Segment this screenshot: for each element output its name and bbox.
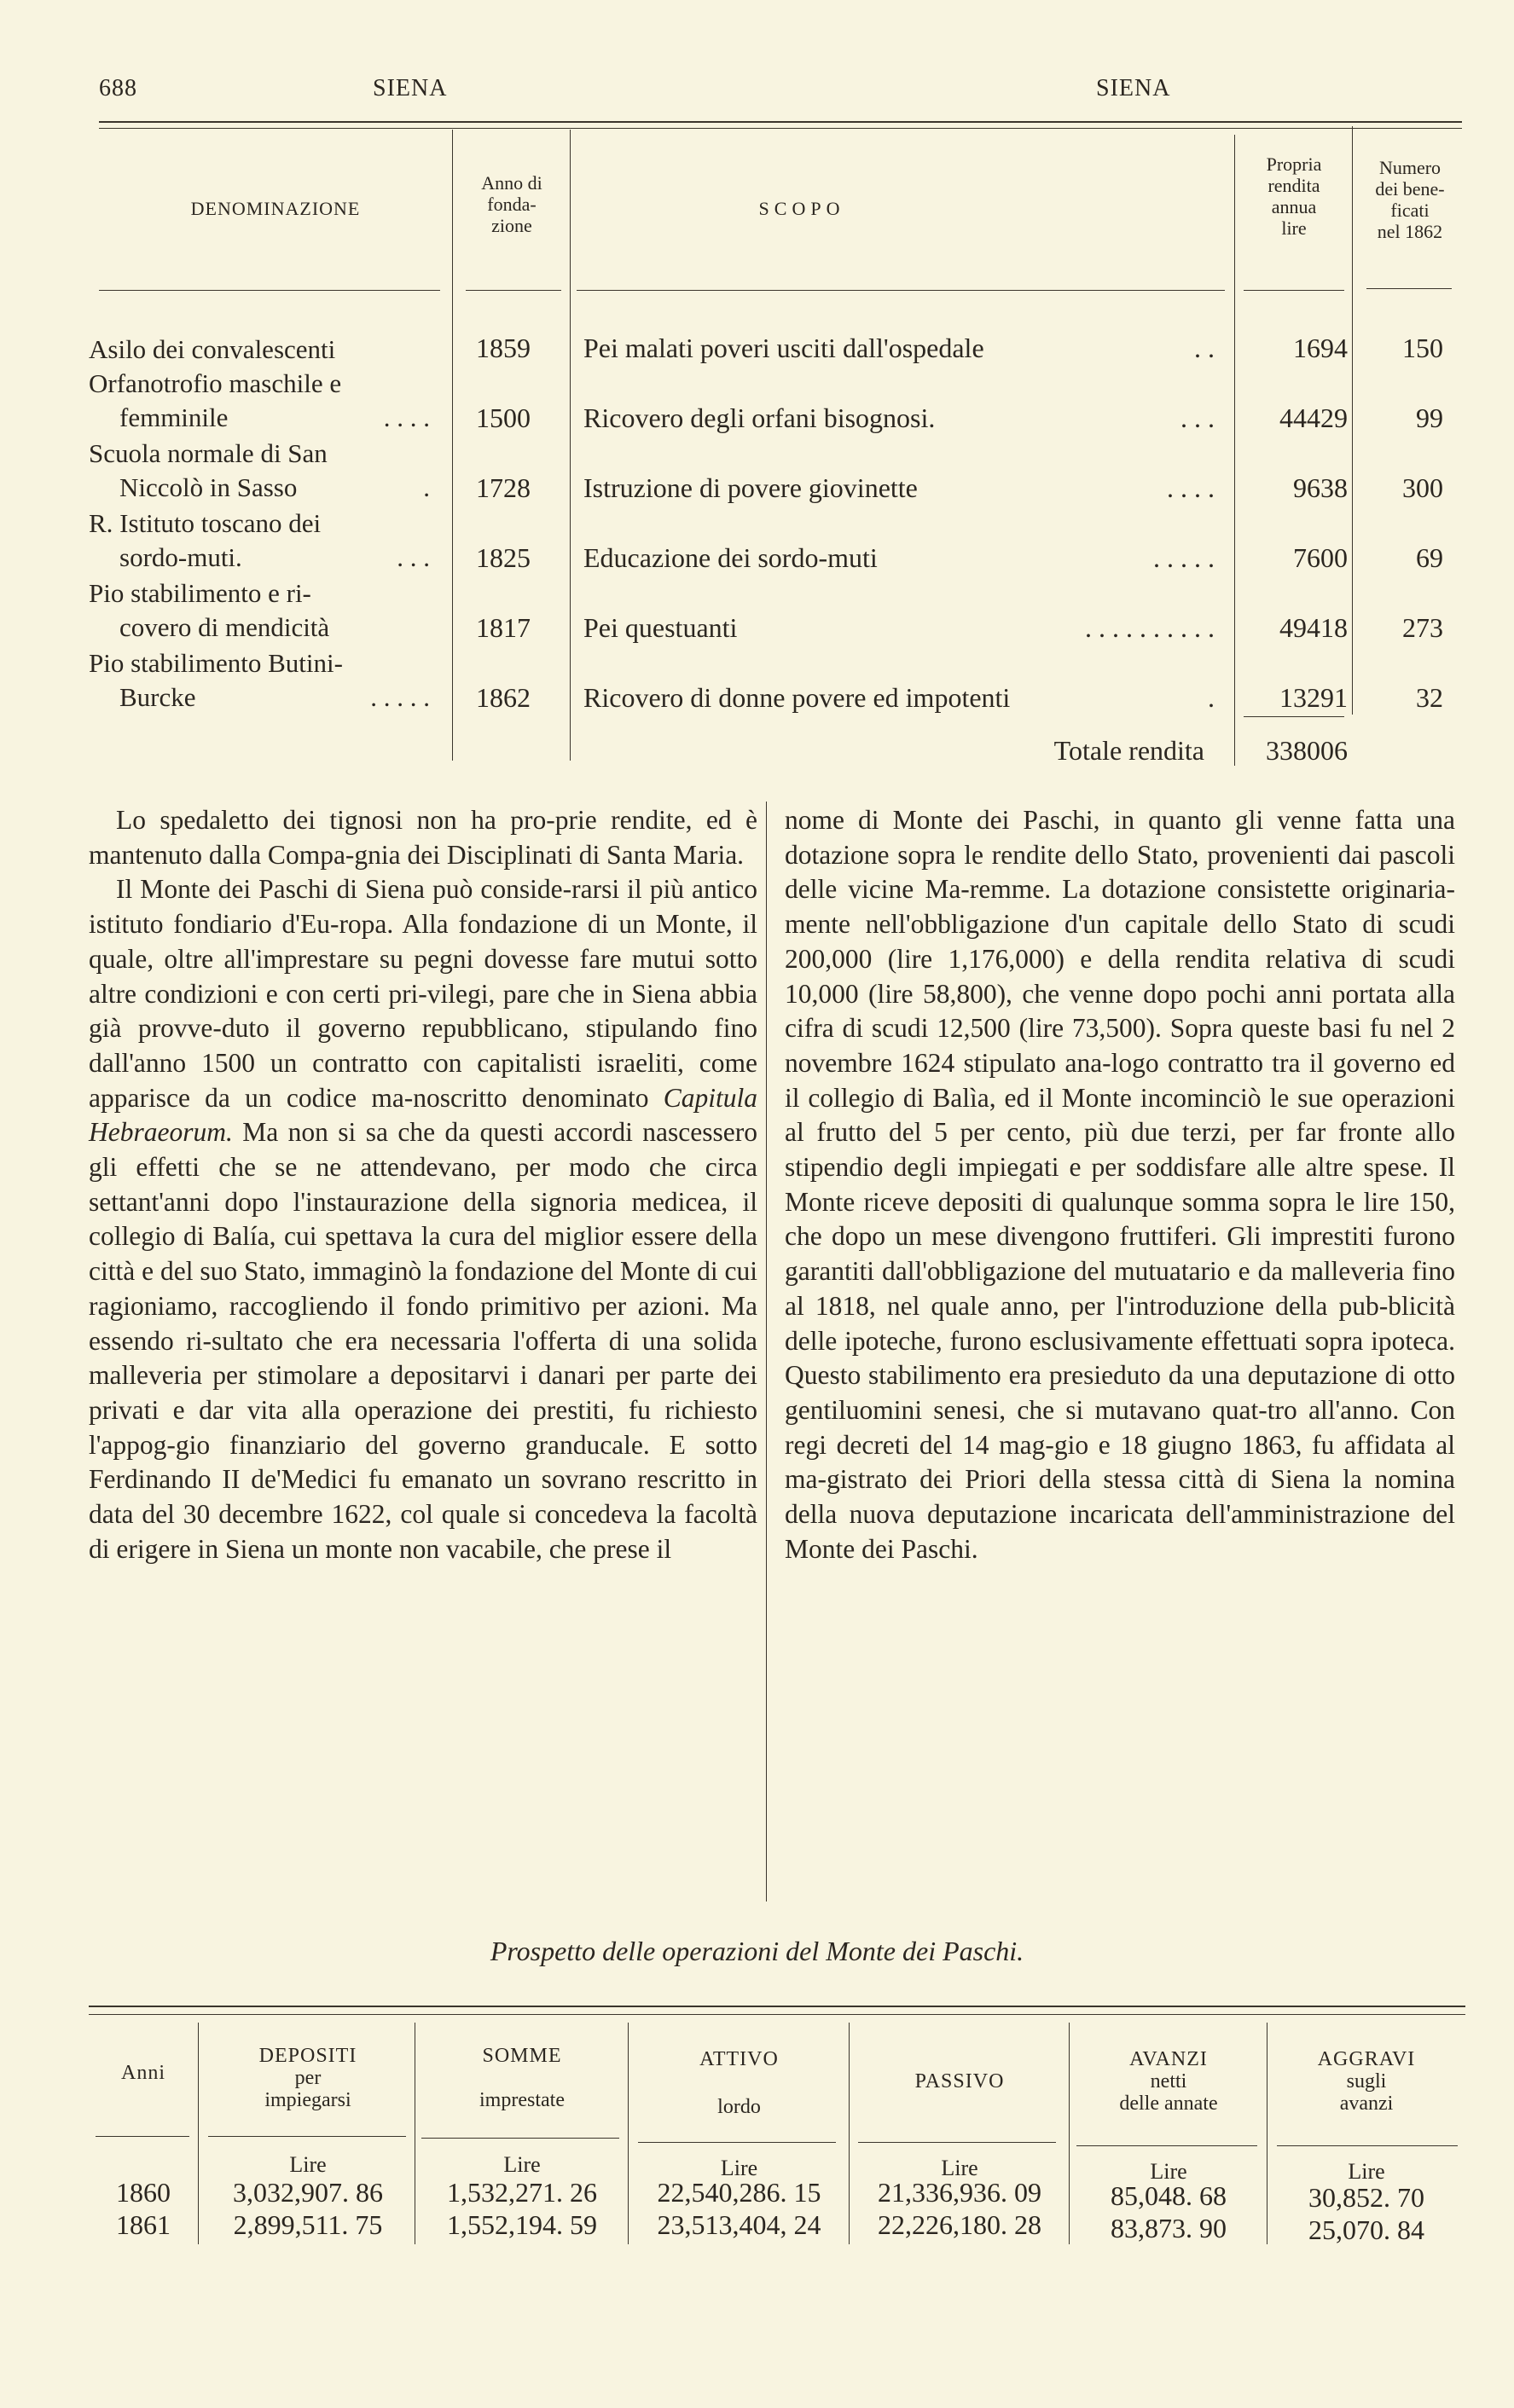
- divider: [628, 2023, 629, 2244]
- unit-label: Lire: [1150, 2159, 1187, 2184]
- table-cell-somme: 1,532,271. 26: [447, 2177, 597, 2208]
- name-line: sordo-muti.: [119, 542, 242, 572]
- name-line: Niccolò in Sasso: [119, 472, 298, 502]
- table-row-beneficiaries: 69: [1416, 542, 1443, 573]
- table-row-year: 1825: [476, 542, 531, 573]
- table-caption: Prospetto delle operazioni del Monte dei Paschi.: [490, 1936, 1024, 1966]
- leader-dots: . . . . .: [370, 682, 430, 712]
- header-anno-line: Anno di: [481, 172, 542, 194]
- total-rule: [1244, 716, 1344, 717]
- divider: [849, 2023, 850, 2244]
- total-value: 338006: [1266, 735, 1348, 766]
- name-line: covero di mendicità: [119, 612, 330, 642]
- divider: [1352, 126, 1353, 715]
- table-row-name: [89, 506, 430, 575]
- header-rendita-line: rendita: [1267, 175, 1320, 196]
- running-head-right: SIENA: [1096, 75, 1171, 101]
- leader-dots: . . .: [397, 542, 430, 572]
- top-rule: [99, 121, 1462, 123]
- leader-dots: .: [1208, 682, 1215, 713]
- purpose-text: Pei questuanti: [583, 612, 738, 643]
- header-rendita: [1236, 153, 1352, 239]
- top-rule: [89, 2006, 1465, 2007]
- leader-dots: . . . . .: [1153, 542, 1215, 573]
- header-passivo: [850, 2070, 1069, 2093]
- unit-label: Lire: [720, 2156, 758, 2180]
- paragraph-text: Il Monte dei Paschi di Siena può conside-rarsi il più antico istituto fondiario d'Eu-ropa. Alla fondazione di un Monte, il quale, oltre all'imprestare su pegni dovesse fare mutui sotto altre condizioni e con certi pri-vilegi, pare che in Siena abbia già provve-duto il governo repubblicano, stipulando fino dall'anno 1500 un contratto con capitalisti israeliti, come apparisce da un codice ma-noscritto denominato: [89, 874, 757, 1113]
- table-row-beneficiaries: 300: [1402, 472, 1443, 503]
- header-depositi: [201, 2045, 415, 2111]
- header-rendita-line: annua: [1271, 196, 1317, 217]
- table-cell-depositi: 3,032,907. 86: [233, 2177, 383, 2208]
- table-row-year: 1861: [116, 2209, 171, 2240]
- header-sub: sugli: [1346, 2070, 1387, 2093]
- unit-label: Lire: [503, 2152, 541, 2177]
- header-rule: [1277, 2145, 1458, 2146]
- table-row-beneficiaries: 32: [1416, 682, 1443, 713]
- header-main: PASSIVO: [914, 2070, 1005, 2093]
- table-cell-passivo: 22,226,180. 28: [878, 2209, 1041, 2240]
- name-line: R. Istituto toscano dei: [89, 508, 322, 538]
- header-anni: [89, 2062, 198, 2084]
- table-cell-avanzi: 85,048. 68: [1111, 2180, 1227, 2211]
- header-rule: [638, 2142, 836, 2143]
- right-text-column: [785, 803, 1455, 1566]
- header-aggravi: [1268, 2048, 1465, 2115]
- table-row-year: 1817: [476, 612, 531, 643]
- header-main: DEPOSITI: [258, 2045, 357, 2067]
- table-row-year: 1728: [476, 472, 531, 503]
- header-sub: netti: [1150, 2070, 1187, 2093]
- column-divider: [766, 802, 767, 1902]
- header-sub: avanzi: [1339, 2093, 1394, 2115]
- unit-label: Lire: [941, 2156, 978, 2180]
- paragraph: nome di Monte dei Paschi, in quanto gli venne fatta una dotazione sopra le rendite dello Stato, provenienti dai pascoli delle vicine Ma-remme. La dotazione consistette originaria-mente nell'obbligazione d'un capitale dello Stato di scudi 200,000 (lire 1,176,000) e della rendita relativa di scudi 10,000 (lire 58,800), che venne dopo pochi anni portata alla cifra di scudi 12,500 (lire 73,500). Sopra queste basi fu nel 2 novembre 1624 stipulato ana-logo contratto tra il governo ed il collegio di Balìa, ed il Monte incominciò le sue operazioni al frutto del 5 per cento, più due terzi, per far fronte allo stipendio degli impiegati e per soddisfare alle altre spese. Il Monte riceve depositi di qualunque somma sopra le lire 150, che dopo un mese divengono fruttiferi. Gli imprestiti furono garantiti dall'obbligazione del mutuatario e da malleveria fino al 1818, nel quale anno, per l'introduzione della pub-blicità delle ipoteche, furono esclusivamente effettuati sopra ipoteca. Questo stabilimento era presieduto da una deputazione di otto gentiluomini senesi, che si mutavano quat-tro all'anno. Con regi decreti del 14 mag-gio e 18 giugno 1863, fu affidata al ma-gistrato dei Priori della stessa città di Siena la nomina della nuova deputazione incaricata dell'amministrazione del Monte dei Paschi.: [785, 805, 1455, 1564]
- table-row-income: 9638: [1293, 472, 1348, 503]
- leader-dots: . . .: [1180, 402, 1215, 433]
- table-row-purpose: [583, 402, 1215, 433]
- header-beneficati-line: nel 1862: [1377, 221, 1443, 242]
- header-attivo: [629, 2048, 849, 2118]
- paragraph-text: Ma non si sa che da questi accordi nascessero gli effetti che se ne attendevano, per modo che circa settant'anni dopo l'instaurazione della signoria medicea, il collegio di Balía, cui spettava la cura del miglior essere della città e del suo Stato, immaginò la fondazione del Monte di cui ragioniamo, raccogliendo il fondo primitivo per azioni. Ma essendo ri-sultato che era necessaria l'offerta di una solida malleveria per stimolare a depositarvi i danari per parte dei privati e dar vita alla operazione dei prestiti, fu richiesto l'appog-gio finanziario del governo granducale. E sotto Ferdinando II de'Medici fu emanato un sovrano rescritto in data del 30 decembre 1622, col quale si concedeva la facoltà di erigere in Siena un monte non vacabile, che prese il: [89, 1117, 757, 1564]
- table-row-income: 1694: [1293, 333, 1348, 363]
- table-row-purpose: [583, 542, 1215, 573]
- table-row-name: [89, 437, 430, 505]
- header-anno-line: zione: [491, 215, 532, 236]
- header-denominazione: DENOMINAZIONE: [190, 198, 361, 219]
- table-row-year: 1860: [116, 2177, 171, 2208]
- divider: [198, 2023, 199, 2244]
- header-rule: [1076, 2145, 1257, 2146]
- table-cell-avanzi: 83,873. 90: [1111, 2213, 1227, 2243]
- header-rule: [1366, 288, 1452, 289]
- table-row-income: 13291: [1279, 682, 1348, 713]
- leader-dots: . . . .: [1167, 472, 1215, 503]
- name-line: Asilo dei convalescenti: [89, 334, 336, 364]
- table-row-income: 49418: [1279, 612, 1348, 643]
- header-sub: delle annate: [1119, 2093, 1218, 2115]
- table-row-year: 1862: [476, 682, 531, 713]
- table-cell-somme: 1,552,194. 59: [447, 2209, 597, 2240]
- header-sub: per: [294, 2067, 322, 2089]
- table-row-name: [89, 576, 430, 645]
- table-row-name: [89, 367, 430, 435]
- running-head-left: SIENA: [373, 75, 448, 101]
- header-sub: imprestate: [479, 2089, 565, 2111]
- paragraph: Lo spedaletto dei tignosi non ha pro-prie rendite, ed è mantenuto dalla Compa-gnia dei Disciplinati di Santa Maria.: [89, 805, 757, 870]
- table-row-year: 1500: [476, 402, 531, 433]
- header-somme: [416, 2045, 628, 2111]
- unit-label: Lire: [289, 2152, 327, 2177]
- purpose-text: Istruzione di povere giovinette: [583, 472, 918, 503]
- table-row-purpose: [583, 612, 1215, 643]
- top-rule-2: [89, 2014, 1465, 2015]
- leader-dots: . . . . . . . . . .: [1085, 612, 1215, 643]
- italic-title: Capitula Hebraeorum.: [89, 1082, 758, 1148]
- header-beneficati-line: ficati: [1390, 200, 1430, 221]
- name-line: Orfanotrofio maschile e: [89, 368, 342, 398]
- table-row-name: [89, 333, 430, 367]
- table-row-purpose: [583, 472, 1215, 503]
- header-beneficati-line: Numero: [1378, 157, 1441, 178]
- header-anno: [454, 172, 570, 236]
- header-rule: [96, 2136, 189, 2137]
- divider: [452, 130, 453, 761]
- header-rule: [577, 290, 1225, 291]
- leader-dots: . . . .: [383, 402, 430, 432]
- total-label: Totale rendita: [1053, 735, 1204, 766]
- header-beneficati-line: dei bene-: [1375, 178, 1445, 200]
- header-rule: [1244, 290, 1344, 291]
- divider: [1069, 2023, 1070, 2244]
- header-avanzi: [1070, 2048, 1267, 2115]
- table-cell-attivo: 22,540,286. 15: [657, 2177, 821, 2208]
- divider: [570, 130, 571, 761]
- header-anno-line: fonda-: [487, 194, 537, 215]
- table-cell-depositi: 2,899,511. 75: [233, 2209, 383, 2240]
- table-cell-aggravi: 30,852. 70: [1308, 2182, 1424, 2213]
- header-rendita-line: lire: [1281, 217, 1307, 239]
- header-rule: [208, 2136, 406, 2137]
- table-cell-aggravi: 25,070. 84: [1308, 2214, 1424, 2245]
- header-beneficati: [1354, 157, 1466, 242]
- purpose-text: Pei malati poveri usciti dall'ospedale: [583, 333, 984, 363]
- header-rendita-line: Propria: [1266, 153, 1322, 175]
- table-row-year: 1859: [476, 333, 531, 363]
- table-row-income: 44429: [1279, 402, 1348, 433]
- table-row-beneficiaries: 273: [1402, 612, 1443, 643]
- left-text-column: [89, 803, 757, 1566]
- name-line: Pio stabilimento e ri-: [89, 578, 311, 608]
- name-line: Pio stabilimento Butini-: [89, 648, 343, 678]
- table-row-purpose: [583, 682, 1215, 713]
- table-cell-passivo: 21,336,936. 09: [878, 2177, 1041, 2208]
- divider: [1234, 135, 1235, 766]
- header-rule: [99, 290, 440, 291]
- header-rule: [421, 2138, 619, 2139]
- header-rule: [466, 290, 561, 291]
- unit-label: Lire: [1348, 2159, 1385, 2184]
- table-cell-attivo: 23,513,404, 24: [657, 2209, 821, 2240]
- table-row-name: [89, 646, 430, 715]
- table-row-beneficiaries: 150: [1402, 333, 1443, 363]
- table-row-beneficiaries: 99: [1416, 402, 1443, 433]
- table-row-purpose: [583, 333, 1215, 363]
- purpose-text: Ricovero degli orfani bisognosi.: [583, 402, 936, 433]
- header-main: AVANZI: [1129, 2048, 1208, 2070]
- table-row-income: 7600: [1293, 542, 1348, 573]
- paragraph: [89, 872, 757, 1566]
- page-number: 688: [99, 75, 137, 101]
- header-main: SOMME: [482, 2045, 562, 2067]
- header-rule: [858, 2142, 1056, 2143]
- purpose-text: Educazione dei sordo-muti: [583, 542, 878, 573]
- leader-dots: . .: [1194, 333, 1215, 363]
- header-main: ATTIVO: [699, 2048, 779, 2070]
- header-scopo: SCOPO: [758, 198, 845, 219]
- top-rule-2: [99, 128, 1462, 129]
- name-line: femminile: [119, 402, 229, 432]
- purpose-text: Ricovero di donne povere ed impotenti: [583, 682, 1011, 713]
- header-main: Anni: [121, 2062, 165, 2084]
- header-sub: impiegarsi: [264, 2089, 351, 2111]
- name-line: Burcke: [119, 682, 196, 712]
- header-sub: lordo: [717, 2096, 761, 2118]
- name-line: Scuola normale di San: [89, 438, 328, 468]
- leader-dots: .: [423, 472, 430, 502]
- header-main: AGGRAVI: [1317, 2048, 1416, 2070]
